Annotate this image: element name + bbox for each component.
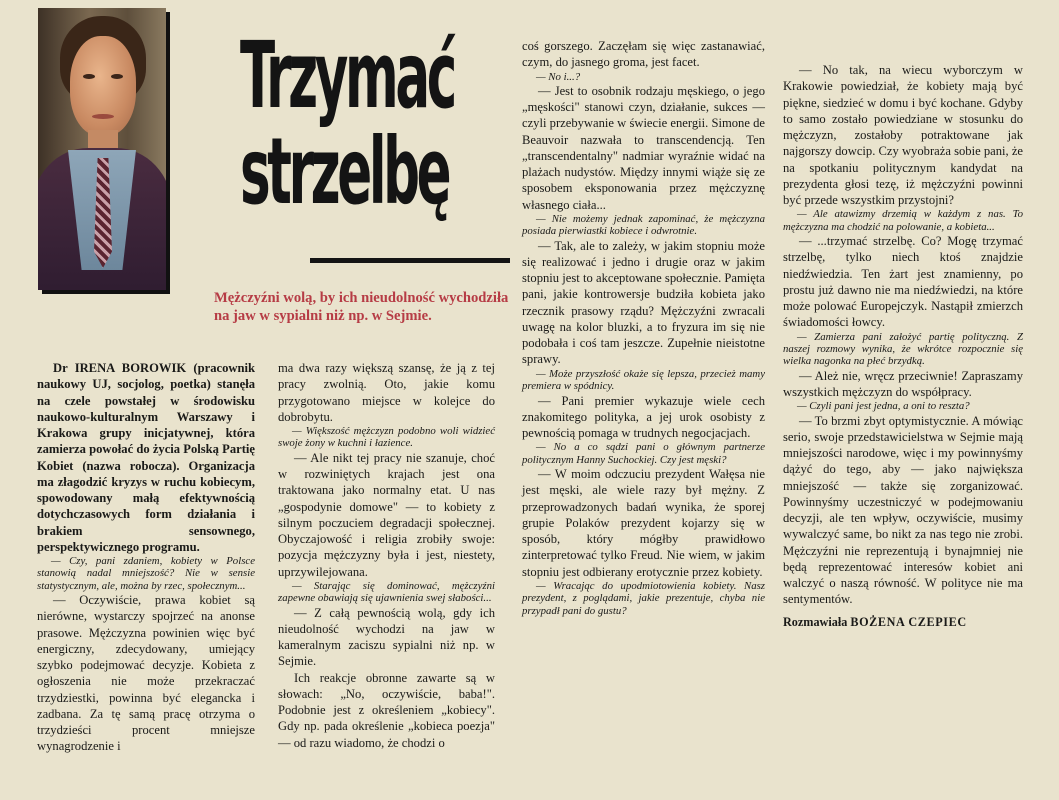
- answer-paragraph: — Oczywiście, prawa kobiet są nierówne, wystarczy spojrzeć na anonse prasowe. Mężczyzna powinien więc być energiczny, zdecydowany, umiejący szybko podejmować decyzje. Kobieta z ogłoszenia nie może przekraczać trzydziestki, powinna być elegancka i zadbana. Za tę samą pracę otrzyma o trzydzieści procent mniejsze wynagrodzenie i: [37, 593, 255, 754]
- question-paragraph: — No i...?: [536, 70, 581, 83]
- question-paragraph: — Może przyszłość okaże się lepsza, przecież mamy premiera w spódnicy.: [522, 367, 765, 393]
- intro-paragraph: Dr IRENA BOROWIK (pracownik naukowy UJ, socjolog, poetka) stanęła na czele powstałej w środowisku naukowo-kulturalnym Warszawy i Krakowa grupy inicjatywnej, która zamierza powołać do życia Polską Partię Kobiet (nazwa robocza). Organizacja ma złagodzić kryzys w ruchu kobiecym, spowodowany małą efektywnością dotychczasowych form działania i brakiem sensownego, perspektywicznego programu.: [37, 361, 255, 554]
- answer-paragraph: Ich reakcje obronne zawarte są w słowach: „No, oczywiście, baba!". Podobnie jest z określeniem „kobiecy". Gdy np. pada określenie „kobieca poezja" — od razu wiadomo, że chodzi o: [278, 670, 495, 750]
- question-paragraph: — Nie możemy jednak zapominać, że mężczyzna posiada pierwiastki kobiece i odwrotnie.: [522, 212, 765, 238]
- signature-name: BOŻENA CZEPIEC: [850, 614, 967, 629]
- answer-paragraph: — No tak, na wiecu wyborczym w Krakowie powiedział, że kobiety mają być piękne, siedzieć w domu i być kochane. Gdyby to samo zostało powiedziane w stosunku do mężczyzn, zostałoby potraktowane jak najgorszy dowcip. Czy wyobraża sobie pani, że na spotkaniu politycznym kandydat na prezydenta głosi tezę, iż mężczyźni powinni być przede wszystkim przystojni?: [783, 63, 1023, 207]
- question-paragraph: — No a co sądzi pani o głównym partnerze politycznym Hanny Suchockiej. Czy jest męski?: [522, 441, 765, 466]
- question-paragraph: — Czyli pani jest jedna, a oni to reszta?: [797, 400, 970, 413]
- title-rule: [310, 258, 510, 263]
- column-3: [522, 38, 765, 617]
- answer-paragraph: ma dwa razy większą szansę, że ją z tej pracy zwolnią. Oto, jakie komu przygotowano miejsce w kolejce do dobrobytu.: [278, 361, 495, 424]
- answer-paragraph: — Jest to osobnik rodzaju męskiego, o jego „męskości" stanowi czyn, działanie, sukces — czyli przebywanie w świecie energii. Simone de Beauvoir nazwała to transcendencją. Ten „transcendentalny" nadmiar wyraźnie widać na plażach nudystów. Między innymi wiąże się ze sposobem eksponowania przez mężczyznę własnego ciała...: [522, 83, 765, 212]
- question-paragraph: — Większość mężczyzn podobno woli widzieć swoje żony w kuchni i łazience.: [278, 425, 495, 450]
- title-line-2: strzelbę: [240, 118, 449, 225]
- column-2: [278, 360, 495, 751]
- answer-paragraph: — Ależ nie, wręcz przeciwnie! Zapraszamy wszystkich mężczyzn do współpracy.: [783, 368, 1023, 400]
- article-lead: Mężczyźni wolą, by ich nieudolność wychodziła na jaw w sypialni niż np. w Sejmie.: [214, 290, 509, 324]
- question-paragraph: — Ale atawizmy drzemią w każdym z nas. To mężczyzna ma chodzić na polowanie, a kobieta...: [783, 208, 1023, 233]
- author-signature: [783, 614, 1023, 630]
- question-paragraph: — Wracając do upodmiotowienia kobiety. Nasz prezydent, z poglądami, jakie prezentuje, chyba nie przypadł pani do gustu?: [522, 579, 765, 617]
- answer-paragraph: — To brzmi zbyt optymistycznie. A mówiąc serio, swoje przedstawicielstwa w Sejmie mają mniejszości narodowe, więc i my powinnyśmy dążyć do tego, aby — jako największa mniejszość — także się zorganizować. Powinnyśmy uczestniczyć w podejmowaniu decyzji, ale ten wpływ, oczywiście, musimy wywalczyć same, bo nikt za nas tego nie zrobi. Mężczyźni nie reprezentują i bynajmniej nie będą reprezentować interesów kobiet ani walczyć o naszą równość. W polityce nie ma sentymentów.: [783, 413, 1023, 607]
- answer-paragraph: — Pani premier wykazuje wiele cech znakomitego polityka, a jej urok osobisty z pewnością pomaga w trudnych negocjacjach.: [522, 393, 765, 441]
- answer-paragraph: — Ale nikt tej pracy nie szanuje, choć w rozwiniętych krajach jest ona traktowana jako normalny etat. U nas „gospodynie domowe" — to kobiety z silnym poczuciem degradacji społecznej. Obyczajowość i religia zrobiły swoje: pozycja mężczyzny była i jest, niestety, uprzywilejowana.: [278, 450, 495, 579]
- question-paragraph: — Czy, pani zdaniem, kobiety w Polsce stanowią nadal mniejszość? Nie w sensie statystycznym, ale, można by rzec, społecznym...: [37, 555, 255, 592]
- question-paragraph: — Starając się dominować, mężczyźni zapewne obawiają się ujawnienia swej słabości...: [278, 579, 495, 605]
- signature-label: Rozmawiała: [783, 614, 848, 629]
- portrait-photo: [38, 8, 166, 290]
- column-1: [37, 360, 255, 755]
- answer-paragraph: — W moim odczuciu prezydent Wałęsa nie jest męski, ale wiele razy był mężny. Z przeprowadzonych badań wynika, że sporej grupie Polaków prezydent kojarzy się w sposób, który mógłby prawidłowo zinterpretować tylko Freud. Nie wiem, w jakim stopniu jest odbierany erotycznie przez kobiety.: [522, 467, 765, 579]
- question-paragraph: — Zamierza pani założyć partię polityczną. Z naszej rozmowy wynika, że wkrótce rozpocznie się wielka nagonka na płeć brzydką.: [783, 330, 1023, 368]
- answer-paragraph: coś gorszego. Zaczęłam się więc zastanawiać, czym, do jasnego groma, jest facet.: [522, 39, 765, 70]
- title-line-1: Trzymać: [240, 22, 454, 129]
- answer-paragraph: — Z całą pewnością wolą, gdy ich nieudolność wychodzi na jaw w kameralnym zaciszu sypialni niż np. w Sejmie.: [278, 605, 495, 669]
- answer-paragraph: — Tak, ale to zależy, w jakim stopniu może się realizować i jedno i drugie oraz w jakim stopniu jest to akceptowane społecznie. Pamięta pani, jakie kontrowersje budziła kobieta jako rzecznik prasowy rządu? Mężczyźni zwracali uwagę na kolor bluzki, a to fryzura im się nie podobała i coś tam jeszcze. Zupełnie nieistotne sprawy.: [522, 238, 765, 367]
- answer-paragraph: — ...trzymać strzelbę. Co? Mogę trzymać strzelbę, tylko niech ktoś znajdzie niedźwiedzia. Ten żart jest znamienny, po prostu już dawno nie ma niedźwiedzi, na które może polować Europejczyk. Nastąpił zmierzch świadomości łowcy.: [783, 234, 1023, 330]
- article-title: [240, 22, 454, 225]
- column-4: [783, 62, 1023, 630]
